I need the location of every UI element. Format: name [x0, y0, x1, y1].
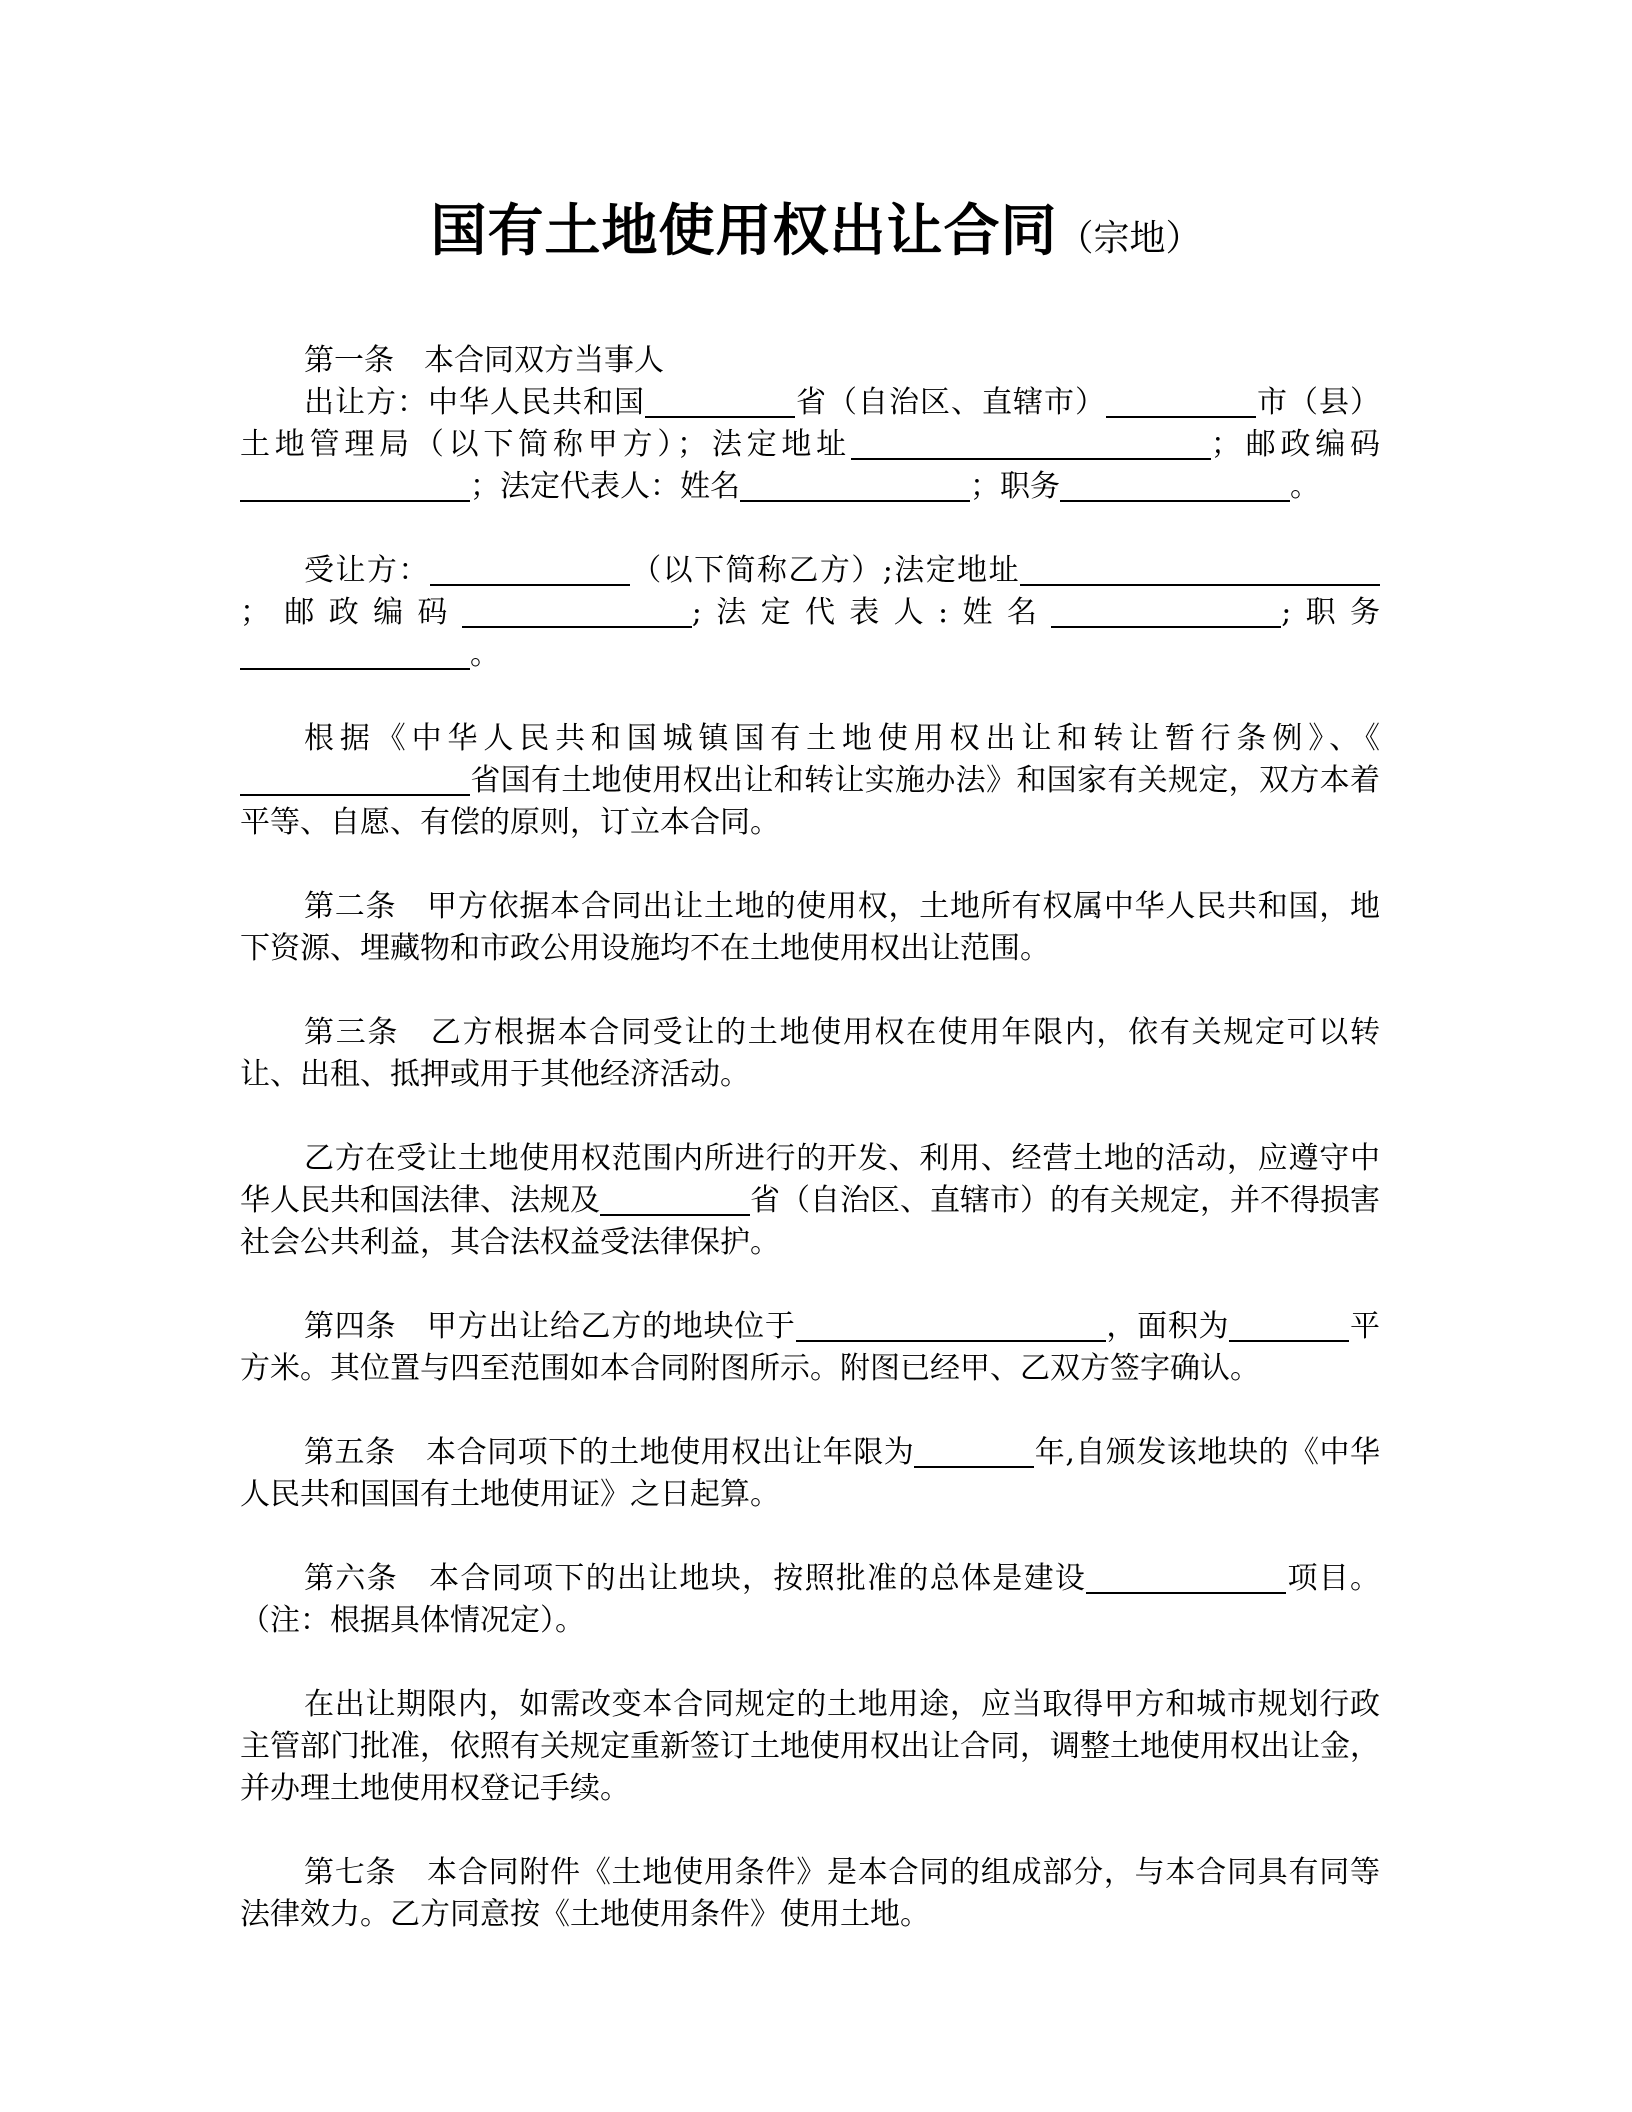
- document-title: [0, 192, 1632, 285]
- postal-code-blank[interactable]: [462, 596, 692, 628]
- text-segment: 市（县）土地管理局（以下简称甲方）；法定地址: [240, 385, 1380, 462]
- article-2-text: 第二条 甲方依据本合同出让土地的使用权，土地所有权属中华人民共和国，地下资源、埋藏物和市政公用设施均不在土地使用权出让范围。: [240, 889, 1380, 966]
- text-segment: ;法定代表人:姓名: [691, 595, 1052, 630]
- article-6-supplement: [240, 1684, 1380, 1810]
- article-6: [240, 1558, 1380, 1642]
- representative-name-blank[interactable]: [1051, 596, 1281, 628]
- legal-address-blank[interactable]: [1020, 554, 1380, 586]
- article-7: [240, 1852, 1380, 1936]
- term-years-blank[interactable]: [914, 1436, 1034, 1468]
- text-segment: 第六条 本合同项下的出让地块，按照批准的总体是建设: [304, 1561, 1087, 1596]
- article-2: [240, 886, 1380, 970]
- text-segment: ;职务: [1281, 595, 1381, 630]
- text-segment: 项目。（注：根据具体情况定）。: [240, 1561, 1381, 1638]
- location-blank[interactable]: [796, 1310, 1106, 1342]
- text-segment: ；邮政编码: [1210, 427, 1381, 462]
- legal-basis: [240, 718, 1380, 844]
- position-blank[interactable]: [240, 638, 470, 670]
- text-segment: ；邮政编码: [240, 595, 462, 630]
- article-4: [240, 1306, 1380, 1390]
- contract-body: [240, 340, 1380, 1936]
- transferor-info: [240, 382, 1380, 508]
- city-blank[interactable]: [1106, 386, 1256, 418]
- title-subtitle: （宗地）: [1057, 218, 1202, 259]
- text-segment: 第五条 本合同项下的土地使用权出让年限为: [304, 1435, 915, 1470]
- text-segment: 省（自治区、直辖市）: [795, 385, 1106, 420]
- text-segment: ；职务: [970, 469, 1060, 504]
- text-segment: （以下简称乙方）;法定地址: [629, 553, 1021, 588]
- legal-address-blank[interactable]: [851, 428, 1211, 460]
- text-segment: 受让方：: [304, 553, 430, 588]
- article-7-text: 第七条 本合同附件《土地使用条件》是本合同的组成部分，与本合同具有同等法律效力。乙方同意按《土地使用条件》使用土地。: [240, 1855, 1380, 1932]
- text-segment: 省（自治区、直辖市）的有关规定，并不得损害社会公共利益，其合法权益受法律保护。: [240, 1183, 1380, 1260]
- postal-code-blank[interactable]: [240, 470, 470, 502]
- position-blank[interactable]: [1060, 470, 1290, 502]
- article-3: [240, 1012, 1380, 1096]
- text-segment: 年,自颁发该地块的《中华人民共和国国有土地使用证》之日起算。: [240, 1435, 1381, 1512]
- text-segment: 乙方在受让土地使用权范围内所进行的开发、利用、经营土地的活动，应遵守中华人民共和国法律、法规及: [240, 1141, 1380, 1218]
- article-3-text: 第三条 乙方根据本合同受让的土地使用权在使用年限内，依有关规定可以转让、出租、抵押或用于其他经济活动。: [240, 1015, 1380, 1092]
- text-segment: 。: [1290, 469, 1320, 504]
- province-blank[interactable]: [600, 1184, 750, 1216]
- text-segment: ，面积为: [1105, 1309, 1230, 1344]
- transferee-name-blank[interactable]: [430, 554, 630, 586]
- text-segment: ；法定代表人：姓名: [470, 469, 740, 504]
- province-blank[interactable]: [240, 764, 470, 796]
- text-segment: 第四条 甲方出让给乙方的地块位于: [304, 1309, 796, 1344]
- project-blank[interactable]: [1086, 1562, 1286, 1594]
- text-segment: 。: [470, 637, 500, 672]
- area-blank[interactable]: [1229, 1310, 1349, 1342]
- article-6-supplement-text: 在出让期限内，如需改变本合同规定的土地用途，应当取得甲方和城市规划行政主管部门批准，依照有关规定重新签订土地使用权出让合同，调整土地使用权出让金，并办理土地使用权登记手续。: [240, 1687, 1380, 1806]
- text-segment: 根据《中华人民共和国城镇国有土地使用权出让和转让暂行条例》、《: [304, 721, 1380, 756]
- text-segment: 出让方：中华人民共和国: [304, 385, 645, 420]
- article-1-text: 第一条 本合同双方当事人: [304, 343, 664, 378]
- representative-name-blank[interactable]: [740, 470, 970, 502]
- article-1-heading: [240, 340, 1380, 382]
- article-3-supplement: [240, 1138, 1380, 1264]
- province-blank[interactable]: [645, 386, 795, 418]
- title-main: 国有土地使用权出让合同: [430, 199, 1058, 264]
- article-5: [240, 1432, 1380, 1516]
- text-segment: 省国有土地使用权出让和转让实施办法》和国家有关规定，双方本着平等、自愿、有偿的原则，订立本合同。: [240, 763, 1380, 840]
- transferee-info: [240, 550, 1380, 676]
- text-segment: 平方米。其位置与四至范围如本合同附图所示。附图已经甲、乙双方签字确认。: [240, 1309, 1381, 1386]
